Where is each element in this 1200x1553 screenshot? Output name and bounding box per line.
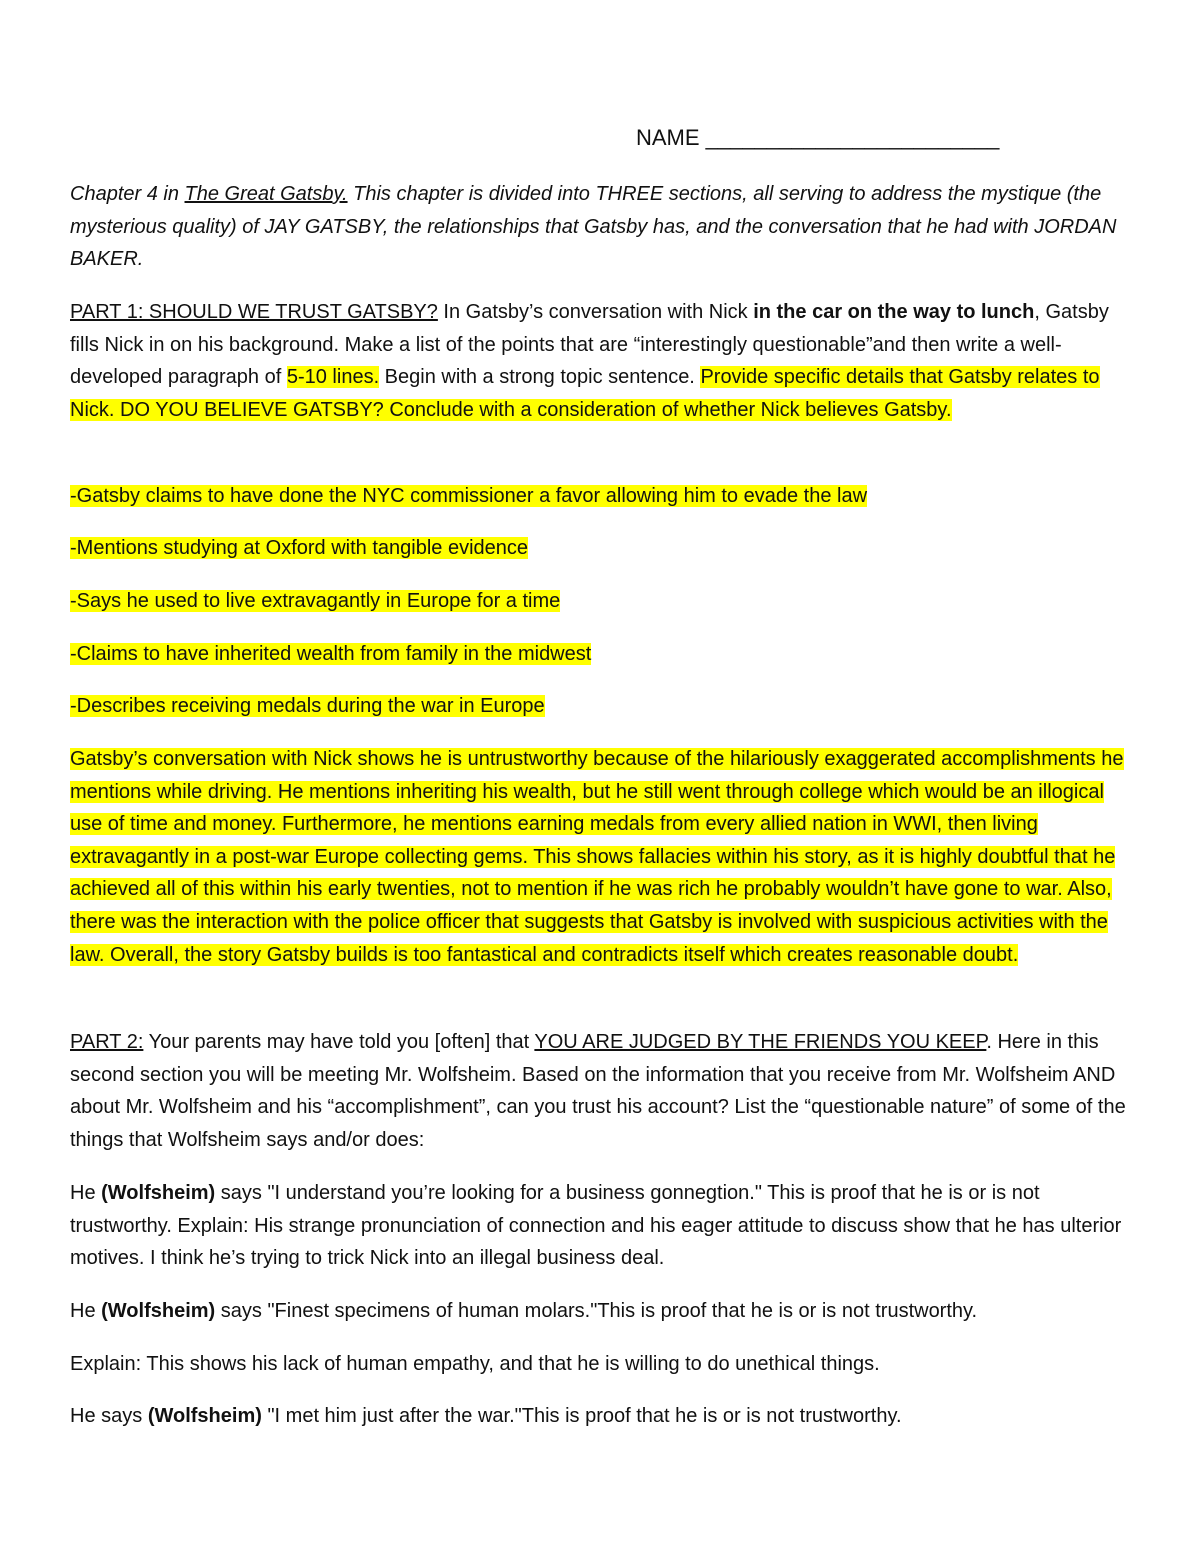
part2-instructions bbox=[70, 1026, 1132, 1156]
wolfsheim-name: (Wolfsheim) bbox=[101, 1300, 216, 1322]
part1-point bbox=[70, 585, 1132, 618]
part1-point bbox=[70, 690, 1132, 723]
quote-text: says "Finest specimens of human molars."This is proof that he is or is not trustworthy. bbox=[215, 1300, 978, 1322]
part1-text-c: Begin with a strong topic sentence. bbox=[379, 366, 701, 389]
point-text: -Describes receiving medals during the war in Europe bbox=[70, 695, 545, 717]
part1-text-a: In Gatsby’s conversation with Nick bbox=[437, 301, 754, 323]
wolfsheim-name: (Wolfsheim) bbox=[101, 1182, 216, 1204]
quote-text: says "I understand you’re looking for a business gonnegtion." This is proof that he is or is not trustworthy. Explain: His strange pronunciation of connection and his eager attitude to discuss show that he has ulterior motives. I think he’s trying to trick Nick into an illegal business deal. bbox=[70, 1182, 1122, 1270]
part1-heading: PART 1: SHOULD WE TRUST GATSBY? bbox=[70, 301, 438, 323]
wolfsheim-quote-2 bbox=[70, 1295, 1132, 1328]
name-field-label: NAME ________________________ bbox=[636, 125, 1000, 150]
part1-instructions bbox=[70, 296, 1132, 426]
quote-prefix: He bbox=[70, 1182, 102, 1204]
point-text: -Claims to have inherited wealth from family in the midwest bbox=[70, 643, 592, 665]
wolfsheim-name: (Wolfsheim) bbox=[147, 1405, 262, 1427]
chapter-label: Chapter 4 in bbox=[70, 183, 185, 205]
wolfsheim-quote-3 bbox=[70, 1400, 1132, 1433]
part1-point bbox=[70, 480, 1132, 513]
intro-paragraph bbox=[70, 178, 1132, 276]
wolfsheim-quote-1 bbox=[70, 1177, 1132, 1275]
part2-text-b: . Here in this second section you will be meeting Mr. Wolfsheim. Based on the information that you receive from Mr. Wolfsheim AND about Mr. Wolfsheim and his “accomplishment”, can you trust his account? List the “questionable nature” of some of the things that Wolfsheim says and/or does: bbox=[70, 1031, 1126, 1151]
explain-text: Explain: This shows his lack of human empathy, and that he is willing to do unethical things. bbox=[70, 1353, 880, 1375]
point-text: -Says he used to live extravagantly in Europe for a time bbox=[70, 590, 561, 612]
part1-answer-paragraph bbox=[70, 743, 1132, 971]
answer-text: Gatsby’s conversation with Nick shows he is untrustworthy because of the hilariously exaggerated accomplishments he mentions while driving. He mentions inheriting his wealth, but he still went through college which would be an illogical use of time and money. Furthermore, he mentions earning medals from every allied nation in WWI, then living extravagantly in a post-war Europe collecting gems. This shows fallacies within his story, as it is highly doubtful that he achieved all of this within his early twenties, not to mention if he was rich he probably wouldn’t have gone to war. Also, there was the interaction with the police officer that suggests that Gatsby is involved with suspicious activities with the law. Overall, the story Gatsby builds is too fantastical and contradicts itself which creates reasonable doubt. bbox=[70, 748, 1124, 966]
point-text: -Mentions studying at Oxford with tangible evidence bbox=[70, 537, 529, 559]
quote-text: "I met him just after the war."This is proof that he is or is not trustworthy. bbox=[261, 1405, 902, 1427]
part2-heading: PART 2: bbox=[70, 1031, 144, 1053]
part1-text-d: Provide specific details that Gatsby relates to Nick. DO YOU BELIEVE GATSBY? Conclude with a consideration of whether Nick believes Gatsby. bbox=[70, 366, 1100, 421]
part1-lines-range: 5-10 lines. bbox=[286, 366, 380, 389]
part1-text-bold: in the car on the way to lunch bbox=[753, 301, 1035, 323]
part1-point bbox=[70, 532, 1132, 565]
part1-point bbox=[70, 638, 1132, 671]
quote-prefix: He bbox=[70, 1300, 102, 1322]
book-title: The Great Gatsby. bbox=[184, 183, 348, 205]
wolfsheim-explain-2 bbox=[70, 1348, 1132, 1381]
part2-judged: YOU ARE JUDGED BY THE FRIENDS YOU KEEP bbox=[534, 1031, 987, 1053]
intro-text: This chapter is divided into THREE sections, all serving to address the mystique (the mysterious quality) of JAY GATSBY, the relationships that Gatsby has, and the conversation that he had with JORDAN BAKER. bbox=[70, 183, 1117, 271]
quote-prefix: He says bbox=[70, 1405, 148, 1427]
part1-text-b: , Gatsby fills Nick in on his background. Make a list of the points that are “interestingly questionable”and then write a well-developed paragraph of bbox=[70, 301, 1109, 389]
point-text: -Gatsby claims to have done the NYC commissioner a favor allowing him to evade the law bbox=[70, 485, 868, 507]
part2-text-a: Your parents may have told you [often] that bbox=[143, 1031, 535, 1053]
